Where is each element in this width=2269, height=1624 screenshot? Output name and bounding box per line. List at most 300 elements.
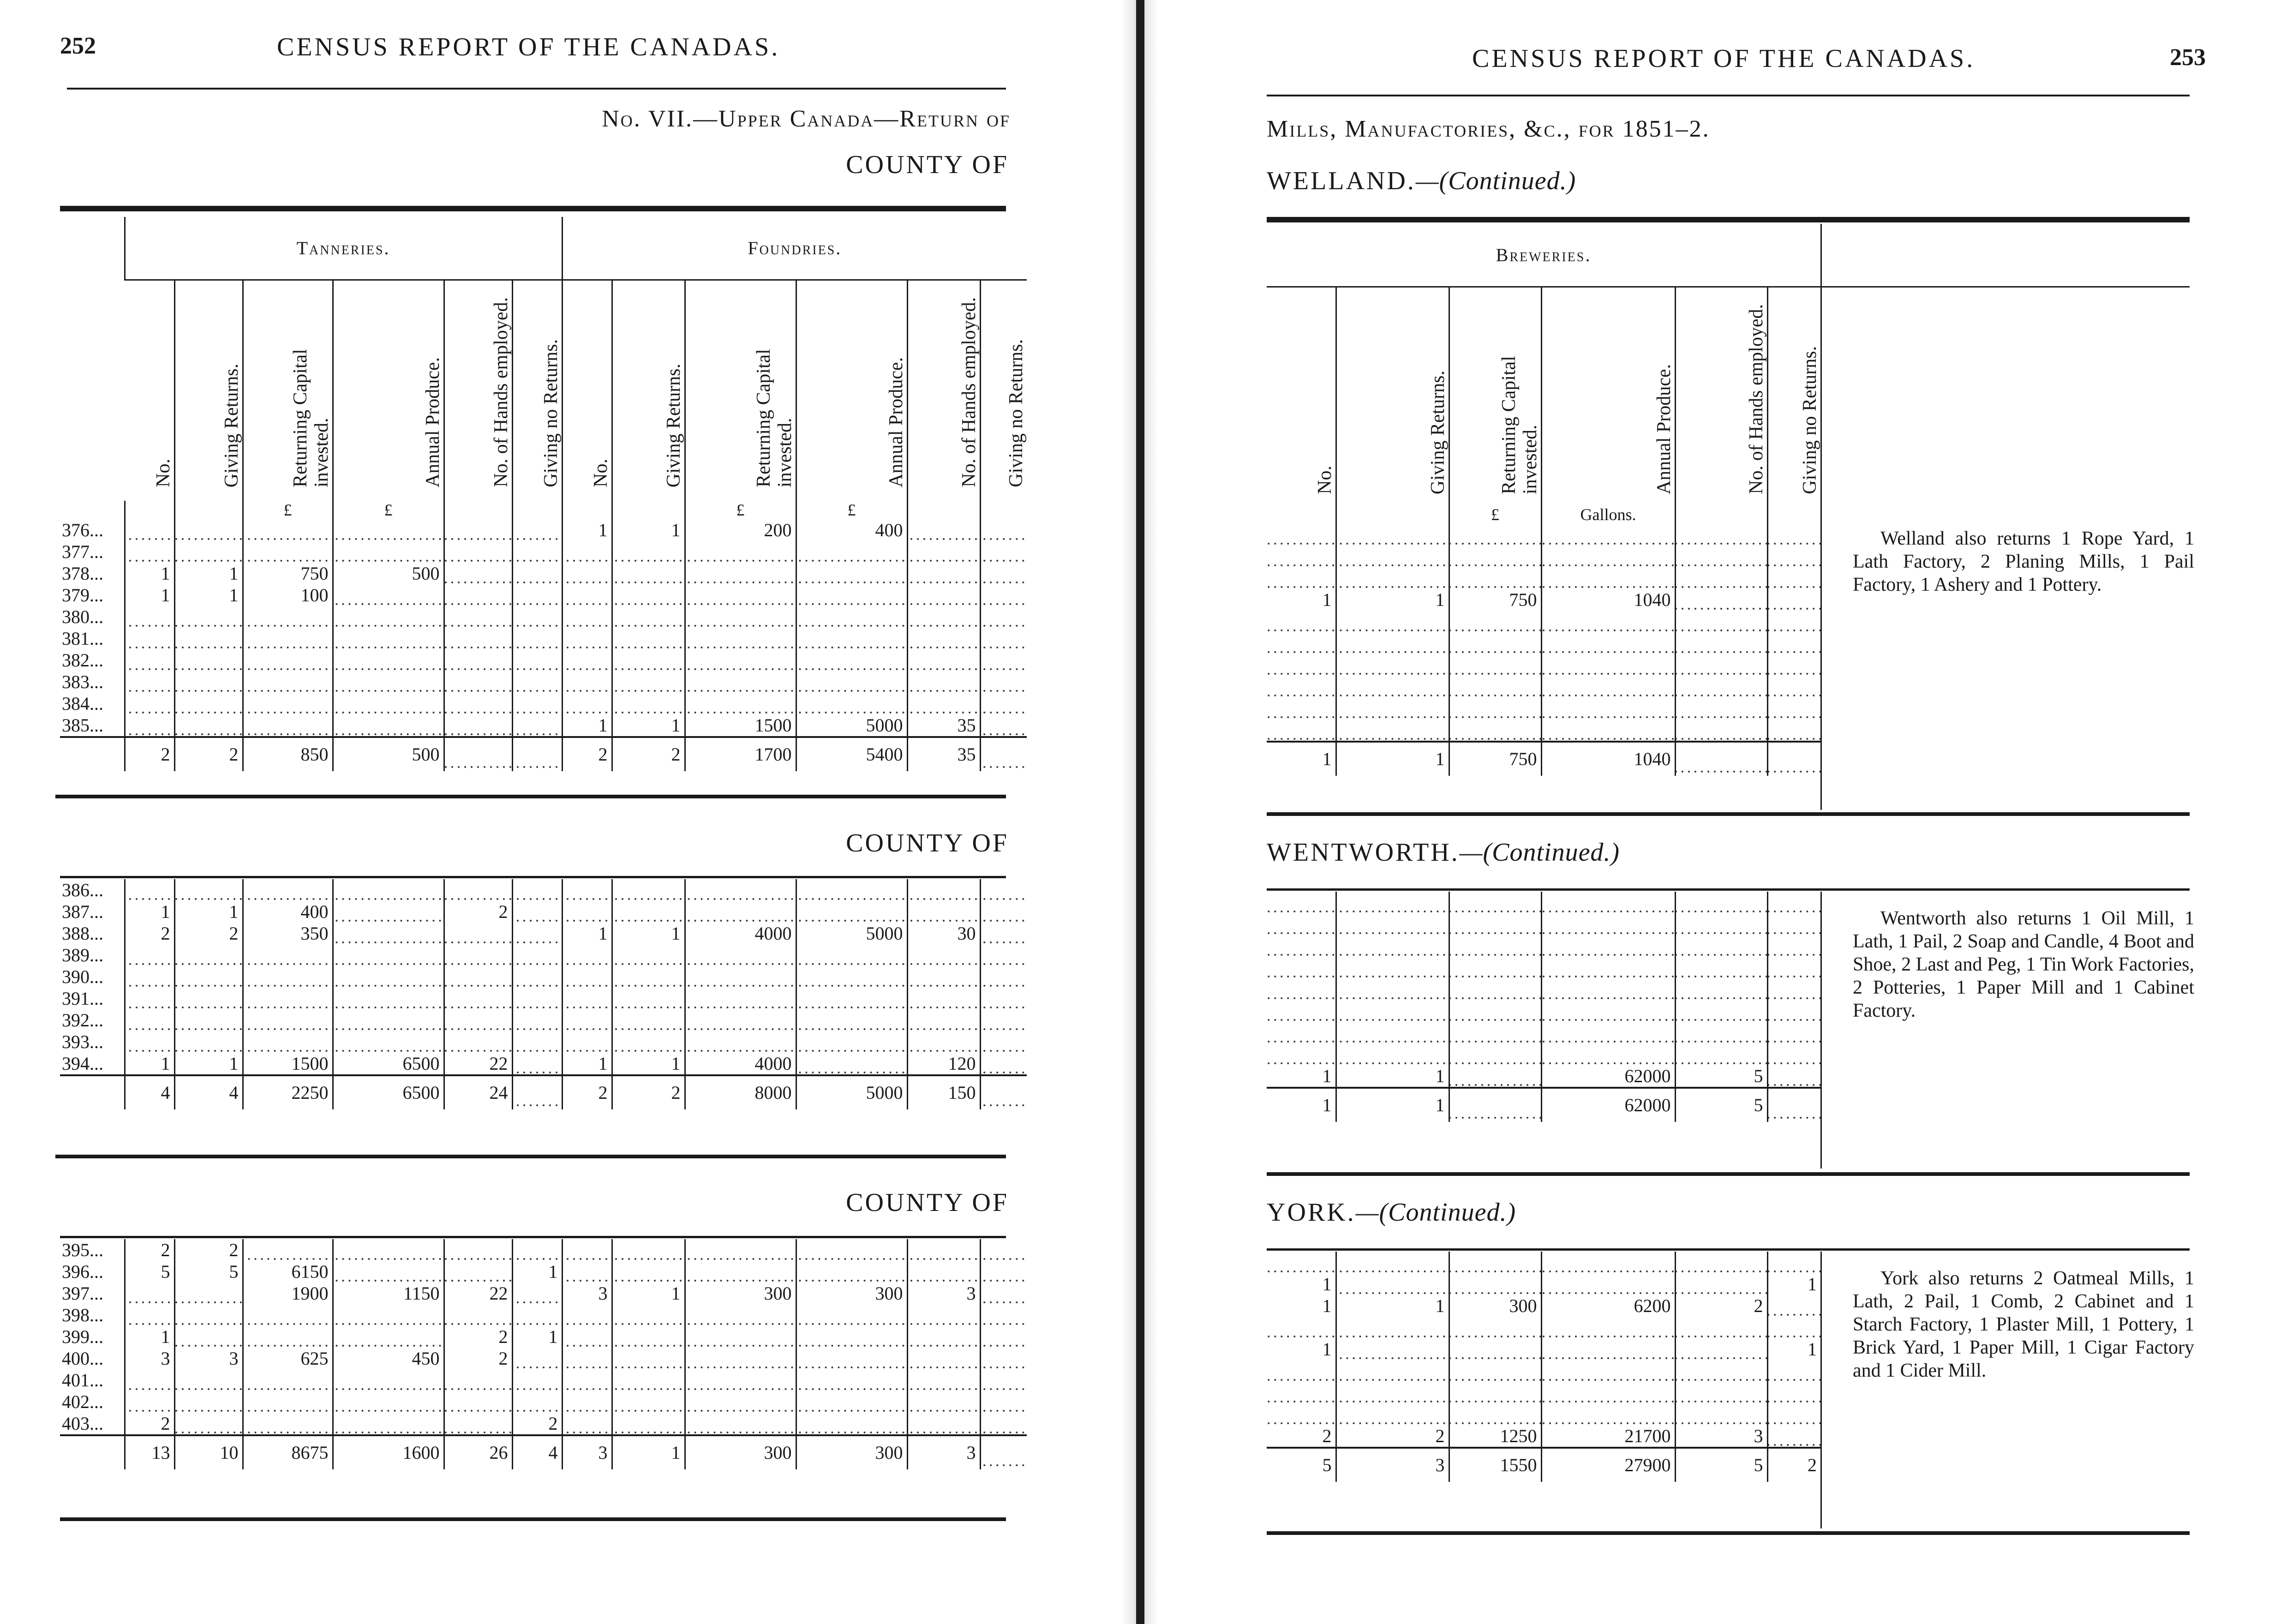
table-cell — [796, 1391, 907, 1413]
table-cell — [444, 1031, 512, 1053]
table-cell: 2 — [174, 737, 243, 771]
table-row — [60, 988, 1027, 1009]
table-cell — [1675, 697, 1767, 719]
table-cell — [907, 1261, 980, 1282]
table-cell: 1500 — [243, 1053, 333, 1075]
table-cell — [333, 1261, 444, 1282]
table-cell — [1675, 1273, 1767, 1295]
table-cell: 1 — [125, 584, 174, 606]
table-cell — [562, 901, 612, 923]
table-cell: 2 — [612, 1075, 685, 1109]
table-cell — [174, 1031, 243, 1053]
table-cell — [444, 693, 512, 714]
table-cell — [1675, 654, 1767, 676]
table-cell — [333, 1326, 444, 1348]
table-cell — [907, 1413, 980, 1435]
table-cell — [685, 584, 796, 606]
table-cell — [980, 1413, 1027, 1435]
table-cell — [796, 628, 907, 649]
table-cell: 1 — [562, 1053, 612, 1075]
table-cell — [1675, 524, 1767, 545]
table-cell — [1675, 742, 1767, 776]
table-cell — [907, 1031, 980, 1053]
page-number: 252 — [60, 33, 96, 59]
table-cell — [612, 541, 685, 563]
table-cell: 2 — [1322, 1426, 1332, 1446]
table-cell — [1767, 935, 1820, 957]
table-cell: 1 — [1322, 1295, 1332, 1316]
table-cell: 2 — [444, 1348, 512, 1369]
table-cell — [1767, 1000, 1820, 1022]
table-cell — [562, 1391, 612, 1413]
table-cell — [980, 1304, 1027, 1326]
table-cell — [1675, 957, 1767, 978]
row-number: 387... — [62, 901, 103, 922]
table-cell — [444, 879, 512, 901]
table-cell — [980, 1282, 1027, 1304]
table-cell: 2 — [1767, 1448, 1820, 1482]
row-number: 403... — [62, 1413, 103, 1434]
table-cell — [444, 1369, 512, 1391]
table-cell: 100 — [243, 584, 333, 606]
table-cell — [125, 1304, 174, 1326]
unit-label — [612, 501, 685, 519]
york-note: York also returns 2 Oatmeal Mills, 1 Lath, 2 Pail, 1 Comb, 2 Cabinet and 1 Starch Factory, 1 Plaster Mill, 1 Pottery, 1 Brick Yard, 1 Paper Mill, 1 Cigar Factory and 1 Cider Mill. — [1853, 1268, 2194, 1381]
table-cell — [333, 606, 444, 628]
table-cell: 1 — [612, 1435, 685, 1469]
table-cell: 1 — [1322, 589, 1332, 610]
table-cell — [1767, 719, 1820, 742]
table-cell — [1267, 611, 1336, 632]
table-cell — [1675, 978, 1767, 1000]
table-cell — [243, 1326, 333, 1348]
table-cell — [1449, 1382, 1541, 1403]
table-cell — [562, 1261, 612, 1282]
york-table — [1267, 1252, 1820, 1482]
column-header — [1336, 287, 1449, 509]
table-cell — [1336, 697, 1449, 719]
county-name: WELLAND. — [1267, 167, 1416, 195]
table-cell — [796, 988, 907, 1009]
table-cell — [243, 879, 333, 901]
table-cell: 62000 — [1541, 1065, 1675, 1088]
table-cell: 1 — [1267, 742, 1336, 776]
table-cell — [612, 628, 685, 649]
table-cell: 1 — [1767, 1338, 1820, 1360]
table-cell — [796, 1348, 907, 1369]
table-cell — [1767, 676, 1820, 697]
column-header-label: No. — [590, 459, 611, 487]
table-cell: 1 — [1767, 1273, 1820, 1295]
table-row — [60, 1239, 1027, 1261]
table-cell — [125, 1009, 174, 1031]
table-cell — [1449, 935, 1541, 957]
row-number: 382... — [62, 650, 103, 671]
table-row — [60, 606, 1027, 628]
table-cell — [612, 1391, 685, 1413]
table-row — [1267, 697, 1820, 719]
row-number: 400... — [62, 1348, 103, 1369]
continued-label: —(Continued.) — [1459, 838, 1620, 867]
table-cell — [512, 1391, 562, 1413]
table-row — [1267, 1425, 1820, 1448]
table-cell — [907, 1391, 980, 1413]
table-cell: 2 — [125, 1413, 174, 1435]
table-cell — [243, 944, 333, 966]
unit-label: £ — [685, 501, 796, 519]
table-cell — [612, 879, 685, 901]
table-cell: 1 — [612, 923, 685, 944]
table-cell — [1336, 545, 1449, 567]
table-row — [60, 966, 1027, 988]
table-cell — [1767, 978, 1820, 1000]
table-cell — [1541, 545, 1675, 567]
column-header-label: Returning Capital invested. — [289, 349, 332, 487]
table-cell — [174, 1413, 243, 1435]
table-row — [1267, 1338, 1820, 1360]
county-name: YORK. — [1267, 1198, 1356, 1227]
section-rule — [55, 1155, 1006, 1158]
table-cell — [1675, 676, 1767, 697]
units-row — [1267, 505, 1820, 524]
table-cell — [333, 1239, 444, 1261]
table-cell — [1449, 957, 1541, 978]
table-cell — [562, 563, 612, 584]
table-cell — [612, 584, 685, 606]
table-cell — [980, 606, 1027, 628]
table-cell: 1 — [612, 1053, 685, 1075]
table-row — [1267, 719, 1820, 742]
table-cell — [333, 1413, 444, 1435]
table-cell: 1 — [1336, 742, 1449, 776]
table-cell — [125, 1031, 174, 1053]
table-row — [60, 923, 1027, 944]
table-cell — [685, 988, 796, 1009]
table-row — [1267, 957, 1820, 978]
column-header-label: Giving Returns. — [1427, 370, 1449, 494]
column-header-label: No. — [152, 459, 174, 487]
table-cell — [685, 541, 796, 563]
table-cell — [796, 606, 907, 628]
table-cell: 1 — [125, 1053, 174, 1075]
table-cell — [174, 1326, 243, 1348]
table-cell: 625 — [243, 1348, 333, 1369]
column-header — [562, 280, 612, 503]
table-cell — [612, 1348, 685, 1369]
table-cell — [1267, 1382, 1336, 1403]
table-cell — [1675, 1403, 1767, 1425]
column-header — [612, 280, 685, 503]
table-cell: 1 — [512, 1261, 562, 1282]
table-cell — [512, 671, 562, 693]
table-row — [60, 1369, 1027, 1391]
table-cell — [512, 944, 562, 966]
table-cell: 1040 — [1541, 589, 1675, 611]
table-cell — [1267, 1317, 1336, 1338]
table-cell: 1900 — [243, 1282, 333, 1304]
table-cell — [512, 988, 562, 1009]
table-cell — [1336, 913, 1449, 935]
table-cell — [1267, 545, 1336, 567]
section-rule — [55, 795, 1006, 798]
table-row — [1267, 892, 1820, 913]
table-cell — [243, 1239, 333, 1261]
table-cell — [174, 649, 243, 671]
table-cell — [1541, 632, 1675, 654]
table-cell — [1675, 1317, 1767, 1338]
table-cell — [243, 519, 333, 541]
table-cell — [612, 649, 685, 671]
table-cell — [685, 1326, 796, 1348]
units-row — [60, 501, 1027, 519]
table-cell — [562, 649, 612, 671]
table-cell — [980, 1053, 1027, 1075]
table-cell — [685, 1413, 796, 1435]
table-cell — [1267, 654, 1336, 676]
table-cell — [1336, 1317, 1449, 1338]
table-cell — [907, 693, 980, 714]
table-cell — [1336, 1338, 1449, 1360]
table-cell — [444, 923, 512, 944]
table-cell — [174, 541, 243, 563]
table-cell — [174, 944, 243, 966]
table-cell — [1449, 1360, 1541, 1382]
row-number: 390... — [62, 966, 103, 987]
table-cell — [907, 671, 980, 693]
table-cell — [174, 714, 243, 737]
table-cell: 750 — [243, 563, 333, 584]
table-cell — [1267, 1252, 1336, 1273]
table-cell: 200 — [685, 519, 796, 541]
table-cell: 2 — [125, 1239, 174, 1261]
table-cell: 3 — [1675, 1425, 1767, 1448]
column-header-label: Giving no Returns. — [1799, 346, 1821, 494]
table-cell — [907, 944, 980, 966]
table-cell — [1267, 978, 1336, 1000]
table-cell — [612, 693, 685, 714]
table-cell — [1336, 957, 1449, 978]
table-row — [1267, 1295, 1820, 1317]
table-cell — [243, 1391, 333, 1413]
table-row — [60, 519, 1027, 541]
table-cell — [1675, 567, 1767, 589]
row-number: 395... — [62, 1240, 103, 1260]
table-cell: 1 — [1336, 1295, 1449, 1317]
table-cell: 400 — [796, 519, 907, 541]
table-row — [1267, 1252, 1820, 1273]
unit-label — [174, 501, 243, 519]
table-row — [60, 879, 1027, 901]
table-cell — [125, 1391, 174, 1413]
table-cell — [444, 541, 512, 563]
table-cell — [796, 671, 907, 693]
row-number: 398... — [62, 1305, 103, 1325]
table-cell — [125, 606, 174, 628]
table-cell — [980, 988, 1027, 1009]
table-cell — [243, 1369, 333, 1391]
unit-label — [980, 501, 1027, 519]
table-cell — [1675, 913, 1767, 935]
table-cell: 3 — [174, 1348, 243, 1369]
table-cell — [1675, 1022, 1767, 1043]
table-cell — [562, 966, 612, 988]
table-cell: 1 — [174, 563, 243, 584]
table-cell: 3 — [562, 1435, 612, 1469]
table-row — [60, 628, 1027, 649]
totals-row — [1267, 1088, 1820, 1122]
table-row — [1267, 676, 1820, 697]
table-cell — [1767, 611, 1820, 632]
table-cell — [796, 1031, 907, 1053]
unit-label — [1267, 505, 1336, 524]
table-cell — [685, 563, 796, 584]
table-cell: 35 — [907, 714, 980, 737]
table-cell: 4 — [512, 1435, 562, 1469]
table-cell: 1500 — [685, 714, 796, 737]
table-cell: 26 — [444, 1435, 512, 1469]
table-cell — [1541, 654, 1675, 676]
rule — [60, 1236, 1006, 1238]
table-cell — [444, 1239, 512, 1261]
table-cell: 150 — [907, 1075, 980, 1109]
table-cell — [1336, 1000, 1449, 1022]
table-cell: 2 — [1675, 1295, 1767, 1317]
table-cell — [1449, 892, 1541, 913]
row-number: 396... — [62, 1261, 103, 1282]
table-row — [60, 584, 1027, 606]
table-cell — [243, 693, 333, 714]
table-cell — [612, 606, 685, 628]
table-cell: 6200 — [1541, 1295, 1675, 1317]
table-cell — [1449, 1317, 1541, 1338]
table-cell — [1449, 1252, 1541, 1273]
table-cell: 1 — [1336, 1065, 1449, 1088]
left-section-1 — [60, 501, 1027, 771]
table-cell — [685, 628, 796, 649]
table-cell — [512, 1009, 562, 1031]
table-cell — [562, 944, 612, 966]
column-header-label: Returning Capital invested. — [753, 349, 796, 487]
table-cell: 5 — [1675, 1065, 1767, 1088]
table-cell — [562, 879, 612, 901]
table-cell: 2 — [125, 737, 174, 771]
table-cell: 5 — [1675, 1448, 1767, 1482]
table-row — [60, 1391, 1027, 1413]
row-number: 386... — [62, 880, 103, 900]
table-cell — [562, 1369, 612, 1391]
table-cell — [125, 519, 174, 541]
table-cell — [1336, 719, 1449, 742]
table-cell — [1541, 1403, 1675, 1425]
table-cell — [1336, 978, 1449, 1000]
table-row — [60, 714, 1027, 737]
table-cell — [907, 988, 980, 1009]
table-cell — [512, 1053, 562, 1075]
table-cell — [612, 1009, 685, 1031]
table-cell — [444, 1261, 512, 1282]
note-column-rule — [1820, 892, 1822, 1169]
table-cell — [562, 1304, 612, 1326]
table-row — [60, 1413, 1027, 1435]
table-cell — [1336, 1360, 1449, 1382]
table-cell — [562, 606, 612, 628]
table-cell: 2 — [174, 1239, 243, 1261]
row-number: 388... — [62, 923, 103, 944]
table-cell — [1767, 524, 1820, 545]
row-number: 391... — [62, 988, 103, 1009]
column-header-label: Giving no Returns. — [1006, 339, 1027, 487]
table-cell — [907, 901, 980, 923]
table-cell — [562, 693, 612, 714]
column-header — [333, 280, 444, 503]
table-row — [1267, 935, 1820, 957]
table-cell: 1 — [125, 563, 174, 584]
table-cell — [444, 1304, 512, 1326]
row-number — [60, 1435, 125, 1469]
table-cell — [174, 1369, 243, 1391]
table-cell: 1700 — [685, 737, 796, 771]
table-cell — [1541, 957, 1675, 978]
table-cell — [174, 1282, 243, 1304]
table-row — [1267, 1317, 1820, 1338]
column-header-label: No. — [1314, 466, 1335, 494]
table-cell — [980, 1369, 1027, 1391]
table-cell: 1150 — [333, 1282, 444, 1304]
table-cell — [612, 1326, 685, 1348]
row-number: 399... — [62, 1326, 103, 1347]
unit-label — [1675, 505, 1767, 524]
row-number — [60, 737, 125, 771]
table-cell — [512, 606, 562, 628]
table-cell — [1336, 632, 1449, 654]
table-row — [60, 693, 1027, 714]
table-cell: 24 — [444, 1075, 512, 1109]
table-cell — [1541, 913, 1675, 935]
table-cell — [125, 1369, 174, 1391]
table-cell — [243, 649, 333, 671]
table-cell — [980, 737, 1027, 771]
table-cell — [174, 988, 243, 1009]
table-cell — [1541, 567, 1675, 589]
table-cell: 2 — [444, 901, 512, 923]
table-cell — [796, 966, 907, 988]
table-cell — [907, 1239, 980, 1261]
note-column-rule — [1820, 1252, 1822, 1528]
note-column-rule — [1820, 224, 1822, 810]
table-row — [1267, 1382, 1820, 1403]
table-cell — [1449, 545, 1541, 567]
table-cell — [174, 693, 243, 714]
table-cell — [907, 1326, 980, 1348]
table-cell — [796, 541, 907, 563]
rule — [60, 876, 1006, 878]
row-number: 376... — [62, 520, 103, 540]
table-cell — [1267, 1403, 1336, 1425]
table-cell — [796, 563, 907, 584]
table-cell: 6500 — [333, 1075, 444, 1109]
table-cell: 1 — [125, 901, 174, 923]
table-cell — [333, 671, 444, 693]
table-cell — [512, 1075, 562, 1109]
table-cell — [1449, 1022, 1541, 1043]
table-cell — [980, 649, 1027, 671]
table-cell: 5 — [1675, 1088, 1767, 1122]
column-header-label: No. of Hands employed. — [1745, 304, 1767, 494]
unit-label — [444, 501, 512, 519]
table-cell — [612, 1239, 685, 1261]
table-cell — [243, 628, 333, 649]
table-cell: 2 — [125, 923, 174, 944]
